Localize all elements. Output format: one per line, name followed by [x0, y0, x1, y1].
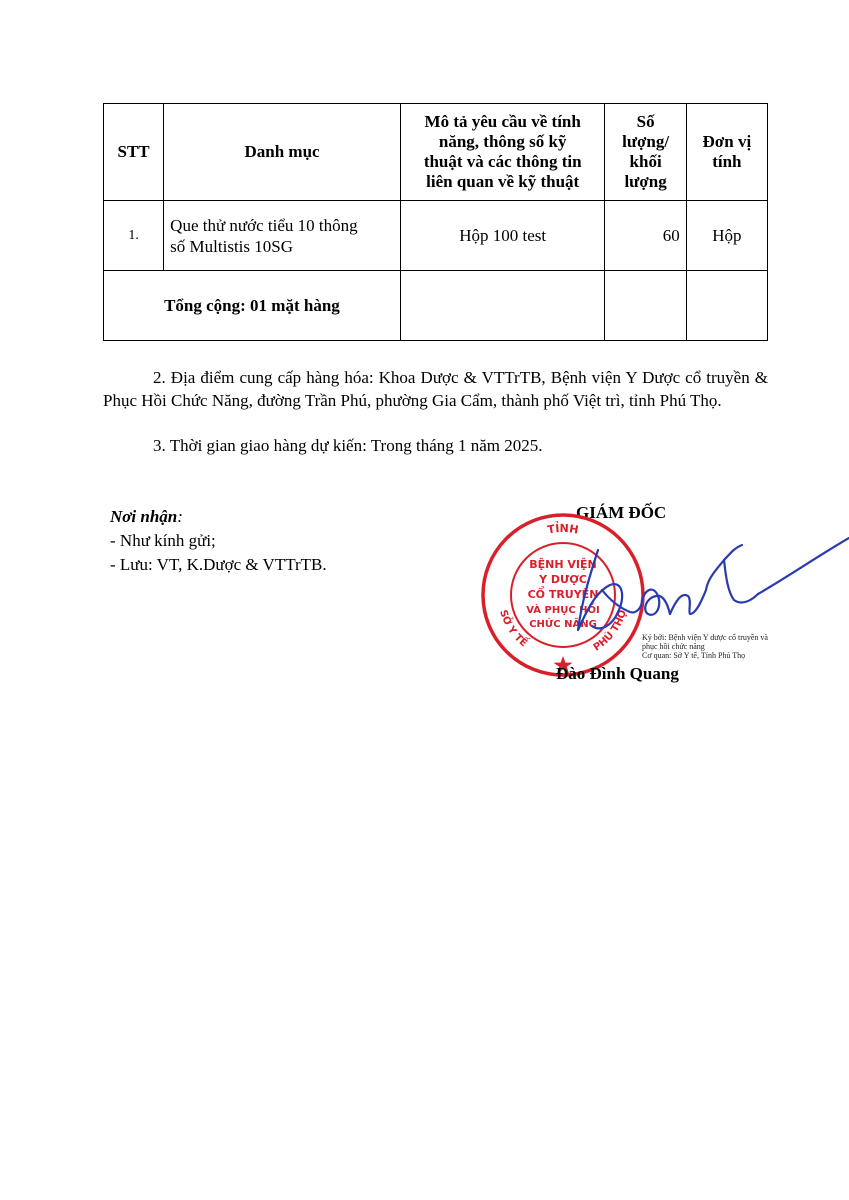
- total-empty-cell: [686, 271, 767, 341]
- stamp-center-line: BỆNH VIỆN: [529, 558, 597, 571]
- table-total-row: [104, 271, 768, 341]
- recipients-title-text: Nơi nhận: [110, 507, 178, 526]
- delivery-time: 3. Thời gian giao hàng dự kiến: Trong tháng 1 năm 2025.: [153, 436, 543, 455]
- digital-signature-info: [642, 633, 768, 660]
- stamp-ring-top-path: TỈNH: [546, 521, 580, 537]
- table-header-row: [104, 104, 768, 201]
- total-label: Tổng cộng: 01 mặt hàng: [104, 271, 401, 341]
- handwritten-signature: [527, 530, 849, 650]
- header-mo-ta-line: liên quan về kỹ thuật: [426, 172, 580, 191]
- total-empty-cell: [400, 271, 605, 341]
- digital-signature-line: phục hồi chức năng: [642, 642, 705, 651]
- stamp-center-line: Y DƯỢC: [539, 573, 587, 586]
- header-so-luong-line: khối: [629, 152, 662, 171]
- table-row: [104, 201, 768, 271]
- total-empty-cell: [605, 271, 686, 341]
- stamp-ring-left-path: SỞ Y TẾ: [497, 608, 530, 650]
- header-so-luong-line: Số: [636, 112, 655, 131]
- recipients-title: [110, 505, 327, 529]
- header-danh-muc: Danh mục: [164, 104, 401, 201]
- row-name: [164, 201, 401, 271]
- header-so-luong-line: lượng: [624, 172, 667, 191]
- header-mo-ta-line: Mô tả yêu cầu về tính: [424, 112, 581, 131]
- header-don-vi-line: Đơn vị: [702, 132, 752, 151]
- header-mo-ta: [400, 104, 605, 201]
- header-so-luong: [605, 104, 686, 201]
- stamp-center-line: CỔ TRUYỀN: [527, 588, 599, 601]
- recipient-item: - Lưu: VT, K.Dược & VTTrTB.: [110, 555, 327, 574]
- delivery-place: 2. Địa điểm cung cấp hàng hóa: Khoa Dược & VTTrTB, Bệnh viện Y Dược cổ truyền & Phục Hồi Chức Năng, đường Trần Phú, phường Gia Cẩm, thành phố Việt trì, tỉnh Phú Thọ.: [103, 368, 768, 410]
- header-stt: STT: [104, 104, 164, 201]
- signer-name: Đào Đình Quang: [556, 664, 679, 683]
- row-unit: Hộp: [686, 201, 767, 271]
- recipients-title-colon: :: [177, 507, 183, 526]
- row-stt: 1.: [104, 201, 164, 271]
- header-mo-ta-line: thuật và các thông tin: [423, 152, 582, 171]
- recipient-item: - Như kính gửi;: [110, 531, 216, 550]
- recipients-block: [110, 505, 327, 577]
- header-don-vi-line: tính: [712, 152, 742, 171]
- header-so-luong-line: lượng/: [622, 132, 670, 151]
- stamp-center-line: CHỨC NĂNG: [529, 619, 597, 630]
- row-name-line: Que thử nước tiểu 10 thông: [170, 215, 358, 235]
- digital-signature-line: Ký bởi: Bệnh viện Y dược cổ truyền và: [642, 633, 768, 642]
- signer-position: GIÁM ĐỐC: [576, 503, 667, 522]
- header-don-vi: [686, 104, 767, 201]
- row-desc: Hộp 100 test: [400, 201, 605, 271]
- stamp-center-line: VÀ PHỤC HỒI: [526, 605, 600, 616]
- row-qty: 60: [605, 201, 686, 271]
- header-mo-ta-line: năng, thông số kỹ: [438, 132, 567, 151]
- stamp-ring-right-path: PHÚ THỌ: [591, 608, 629, 654]
- items-table: [103, 103, 768, 341]
- row-name-line: số Multistis 10SG: [170, 236, 293, 256]
- digital-signature-line: Cơ quan: Sở Y tế, Tỉnh Phú Thọ: [642, 651, 746, 660]
